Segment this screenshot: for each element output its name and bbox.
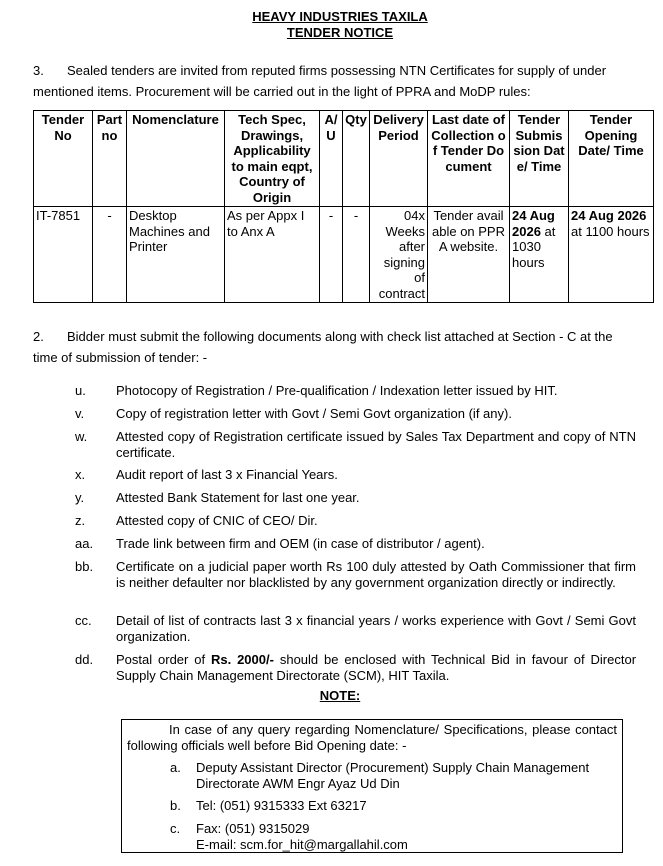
list-item-text (116, 652, 636, 683)
intro-number: 3. (33, 63, 44, 78)
col-tech-spec: Tech Spec, Drawings, Applicability to main eqpt, Country of Origin (225, 111, 320, 207)
list-item-label: dd. (75, 652, 94, 667)
list-item-label: aa. (75, 536, 94, 551)
cell-last-date: Tender available on PPRA website. (428, 207, 510, 303)
documents-text: Bidder must submit the following documents along with check list attached at Section - C at the time of submission of tender: - (33, 329, 613, 365)
col-nomenclature: Nomenclature (127, 111, 225, 207)
contact-item-label: c. (170, 821, 181, 836)
list-item-label: bb. (75, 559, 94, 574)
postal-order-amount: Rs. 2000/- (210, 652, 274, 667)
cell-tech-spec: As per Appx I to Anx A (225, 207, 320, 303)
list-item-text: Audit report of last 3 x Financial Years. (116, 467, 338, 482)
col-tender-no: Tender No (34, 111, 93, 207)
cell-part-no: - (93, 207, 127, 303)
cell-opening (569, 207, 654, 303)
list-item-text: Certificate on a judicial paper worth Rs 100 duly attested by Oath Commissioner that firm is neither defaulter nor blacklisted by any government organization directly or indirectly. (116, 559, 636, 590)
notice-header (0, 9, 663, 41)
list-item-label: u. (75, 383, 86, 398)
col-last-date: Last date of Collection of Tender Document (428, 111, 510, 207)
opening-time: at 1100 hours (571, 223, 650, 239)
col-qty: Qty (343, 111, 370, 207)
contact-item-label: a. (170, 760, 181, 775)
col-opening: Tender Opening Date/ Time (569, 111, 654, 207)
list-item-label: z. (75, 513, 86, 528)
note-intro-text: In case of any query regarding Nomenclature/ Specifications, please contact following officials well before Bid Opening date: - (127, 722, 617, 753)
table-header-row (34, 111, 654, 207)
list-item-text: Attested copy of CNIC of CEO/ Dir. (116, 513, 318, 528)
list-item-label: cc. (75, 613, 92, 628)
col-au: A/ U (320, 111, 343, 207)
list-item-label: w. (75, 429, 88, 444)
documents-paragraph (33, 326, 633, 368)
org-name: HEAVY INDUSTRIES TAXILA (252, 9, 428, 24)
table-row (34, 207, 654, 303)
col-delivery-period: Delivery Period (370, 111, 428, 207)
postal-order-text-after: should be enclosed with Technical Bid in favour of Director Supply Chain Management Directorate (SCM), HIT Taxila. (116, 652, 637, 683)
list-item-text: Attested Bank Statement for last one year. (116, 490, 360, 505)
list-item-text: Photocopy of Registration / Pre-qualification / Indexation letter issued by HIT. (116, 383, 558, 398)
col-part-no: Part no (93, 111, 127, 207)
submission-date: 24 Aug 2026 (512, 208, 555, 239)
documents-number: 2. (33, 329, 44, 344)
list-item-text: Copy of registration letter with Govt / Semi Govt organization (if any). (116, 406, 512, 421)
note-intro (127, 722, 617, 753)
email-address: E-mail: scm.for_hit@margallahil.com (196, 836, 408, 852)
contact-item-text: Tel: (051) 9315333 Ext 63217 (196, 798, 367, 813)
contact-item-label: b. (170, 798, 181, 813)
list-item-text: Attested copy of Registration certificate issued by Sales Tax Department and copy of NTN certificate. (116, 429, 636, 460)
submission-time: at 1030 hours (512, 223, 556, 270)
list-item-label: v. (75, 406, 85, 421)
cell-submission (510, 207, 569, 303)
fax-number: Fax: (051) 9315029 (196, 821, 310, 836)
cell-tender-no: IT-7851 (34, 207, 93, 303)
cell-delivery: 04x Weeks after signing of contract (370, 207, 428, 303)
postal-order-text-before: Postal order of (116, 652, 211, 667)
list-item-text: Detail of list of contracts last 3 x financial years / works experience with Govt / Semi Govt organization. (116, 613, 636, 644)
note-title: NOTE: (319, 688, 361, 703)
cell-nomenclature: Desktop Machines and Printer (127, 207, 225, 303)
col-submission: Tender Submission Date/ Time (510, 111, 569, 207)
list-item-label: x. (75, 467, 86, 482)
cell-au: - (320, 207, 343, 303)
contact-item-text (196, 821, 620, 852)
note-box (121, 719, 623, 853)
notice-title: TENDER NOTICE (286, 25, 394, 40)
tender-table (33, 110, 654, 303)
cell-qty: - (343, 207, 370, 303)
list-item-text: Trade link between firm and OEM (in case of distributor / agent). (116, 536, 485, 551)
opening-date: 24 Aug 2026 (571, 208, 647, 223)
list-item-label: y. (75, 490, 85, 505)
intro-paragraph (33, 60, 633, 102)
contact-item-text: Deputy Assistant Director (Procurement) Supply Chain Management Directorate AWM Engr Ayaz Ud Din (196, 760, 590, 791)
intro-text: Sealed tenders are invited from reputed firms possessing NTN Certificates for supply of under mentioned items. Procurement will be carried out in the light of PPRA and MoDP rules: (33, 63, 607, 99)
